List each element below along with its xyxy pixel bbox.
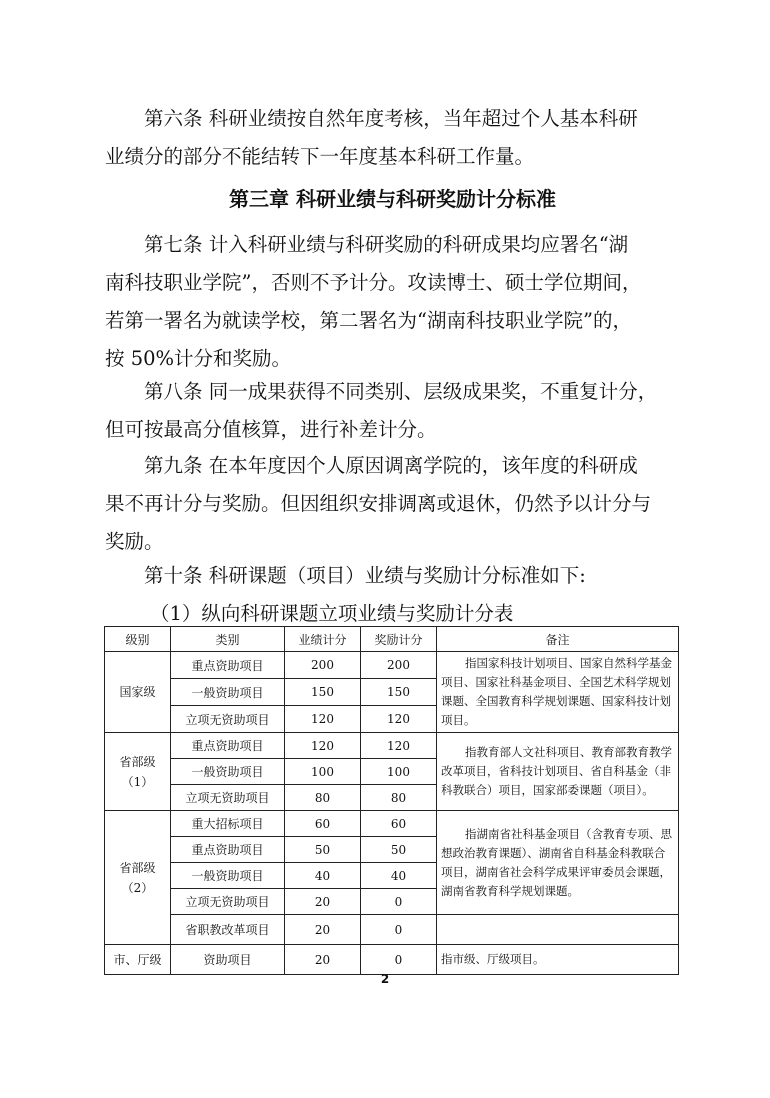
score-cell: 100 bbox=[285, 759, 361, 785]
table-header-row bbox=[105, 627, 679, 652]
reward-cell: 40 bbox=[361, 863, 437, 889]
score-cell: 60 bbox=[285, 811, 361, 837]
article-7-line: 按 50%计分和奖励。 bbox=[105, 347, 292, 370]
score-cell: 50 bbox=[285, 837, 361, 863]
level-sub-text: （1） bbox=[121, 774, 154, 789]
article-8 bbox=[105, 373, 680, 449]
article-7 bbox=[105, 226, 680, 378]
article-7-line: 若第一署名为就读学校，第二署名为“湖南科技职业学院”的， bbox=[105, 309, 632, 332]
category-cell: 立项无资助项目 bbox=[171, 706, 285, 733]
article-9-line: 奖励。 bbox=[105, 530, 164, 553]
table-caption: （1）纵向科研课题立项业绩与奖励计分表 bbox=[150, 602, 514, 625]
note-text: 指国家科技计划项目、国家自然科学基金项目、国家社科基金项目、全国艺术科学规划课题、全国教育科学规划课题、国家科技计划项目。 bbox=[441, 656, 672, 727]
table-row bbox=[105, 915, 679, 945]
article-7-line: 南科技职业学院”，否则不予计分。攻读博士、硕士学位期间， bbox=[105, 271, 642, 294]
reward-cell: 0 bbox=[361, 915, 437, 945]
reward-cell: 200 bbox=[361, 652, 437, 679]
note-cell bbox=[437, 652, 679, 733]
reward-cell: 100 bbox=[361, 759, 437, 785]
category-cell: 一般资助项目 bbox=[171, 679, 285, 706]
level-cell: 市、厅级 bbox=[105, 945, 171, 975]
reward-cell: 120 bbox=[361, 706, 437, 733]
table-row bbox=[105, 945, 679, 975]
table-row bbox=[105, 733, 679, 759]
category-cell: 省职教改革项目 bbox=[171, 915, 285, 945]
level-cell bbox=[105, 733, 171, 811]
article-6-line: 业绩分的部分不能结转下一年度基本科研工作量。 bbox=[105, 145, 535, 168]
category-cell: 一般资助项目 bbox=[171, 863, 285, 889]
note-text: 指教育部人文社科项目、教育部教育教学改革项目，省科技计划项目、省自科基金（非科教联合）项目，国家部委课题（项目）。 bbox=[441, 745, 672, 797]
reward-cell: 80 bbox=[361, 785, 437, 811]
category-cell: 立项无资助项目 bbox=[171, 889, 285, 915]
category-cell: 立项无资助项目 bbox=[171, 785, 285, 811]
score-cell: 80 bbox=[285, 785, 361, 811]
reward-cell: 0 bbox=[361, 889, 437, 915]
category-cell: 重点资助项目 bbox=[171, 837, 285, 863]
header-level: 级别 bbox=[105, 627, 171, 652]
article-9-line: 第九条 在本年度因个人原因调离学院的，该年度的科研成 bbox=[144, 454, 638, 477]
score-cell: 40 bbox=[285, 863, 361, 889]
category-cell: 一般资助项目 bbox=[171, 759, 285, 785]
reward-cell: 0 bbox=[361, 945, 437, 975]
category-cell: 重点资助项目 bbox=[171, 652, 285, 679]
category-cell: 重大招标项目 bbox=[171, 811, 285, 837]
article-9 bbox=[105, 447, 680, 561]
score-cell: 120 bbox=[285, 733, 361, 759]
header-reward: 奖励计分 bbox=[361, 627, 437, 652]
note-cell bbox=[437, 811, 679, 915]
category-cell: 资助项目 bbox=[171, 945, 285, 975]
score-cell: 120 bbox=[285, 706, 361, 733]
score-cell: 150 bbox=[285, 679, 361, 706]
table-row bbox=[105, 811, 679, 837]
header-note: 备注 bbox=[437, 627, 679, 652]
article-10-line: 第十条 科研课题（项目）业绩与奖励计分标准如下: bbox=[144, 564, 586, 587]
note-text: 指湖南省社科基金项目（含教育专项、思想政治教育课题）、湖南省自科基金科教联合项目，湖南省社会科学成果评审委员会课题，湖南省教育科学规划课题。 bbox=[441, 826, 672, 898]
scoring-table bbox=[104, 626, 679, 975]
score-cell: 20 bbox=[285, 945, 361, 975]
category-cell: 重点资助项目 bbox=[171, 733, 285, 759]
level-cell bbox=[105, 811, 171, 945]
article-7-line: 第七条 计入科研业绩与科研奖励的科研成果均应署名“湖 bbox=[144, 233, 629, 256]
article-8-line: 第八条 同一成果获得不同类别、层级成果奖，不重复计分， bbox=[144, 380, 658, 403]
reward-cell: 60 bbox=[361, 811, 437, 837]
header-score: 业绩计分 bbox=[285, 627, 361, 652]
article-9-line: 果不再计分与奖励。但因组织安排调离或退休，仍然予以计分与 bbox=[105, 492, 652, 515]
article-8-line: 但可按最高分值核算，进行补差计分。 bbox=[105, 418, 437, 441]
header-category: 类别 bbox=[171, 627, 285, 652]
page-number: 2 bbox=[380, 972, 390, 986]
level-text: 省部级 bbox=[119, 860, 156, 875]
note-cell bbox=[437, 733, 679, 811]
level-cell: 国家级 bbox=[105, 652, 171, 733]
article-6 bbox=[105, 100, 680, 176]
article-6-line: 第六条 科研业绩按自然年度考核，当年超过个人基本科研 bbox=[144, 107, 638, 130]
reward-cell: 150 bbox=[361, 679, 437, 706]
note-cell: 指市级、厅级项目。 bbox=[437, 945, 679, 975]
reward-cell: 50 bbox=[361, 837, 437, 863]
level-sub-text: （2） bbox=[121, 880, 154, 895]
score-cell: 20 bbox=[285, 915, 361, 945]
chapter-heading: 第三章 科研业绩与科研奖励计分标准 bbox=[229, 187, 556, 211]
score-cell: 200 bbox=[285, 652, 361, 679]
score-cell: 20 bbox=[285, 889, 361, 915]
note-cell-empty bbox=[437, 915, 679, 945]
reward-cell: 120 bbox=[361, 733, 437, 759]
article-10 bbox=[105, 557, 680, 595]
level-text: 省部级 bbox=[119, 754, 156, 769]
table-row bbox=[105, 652, 679, 679]
